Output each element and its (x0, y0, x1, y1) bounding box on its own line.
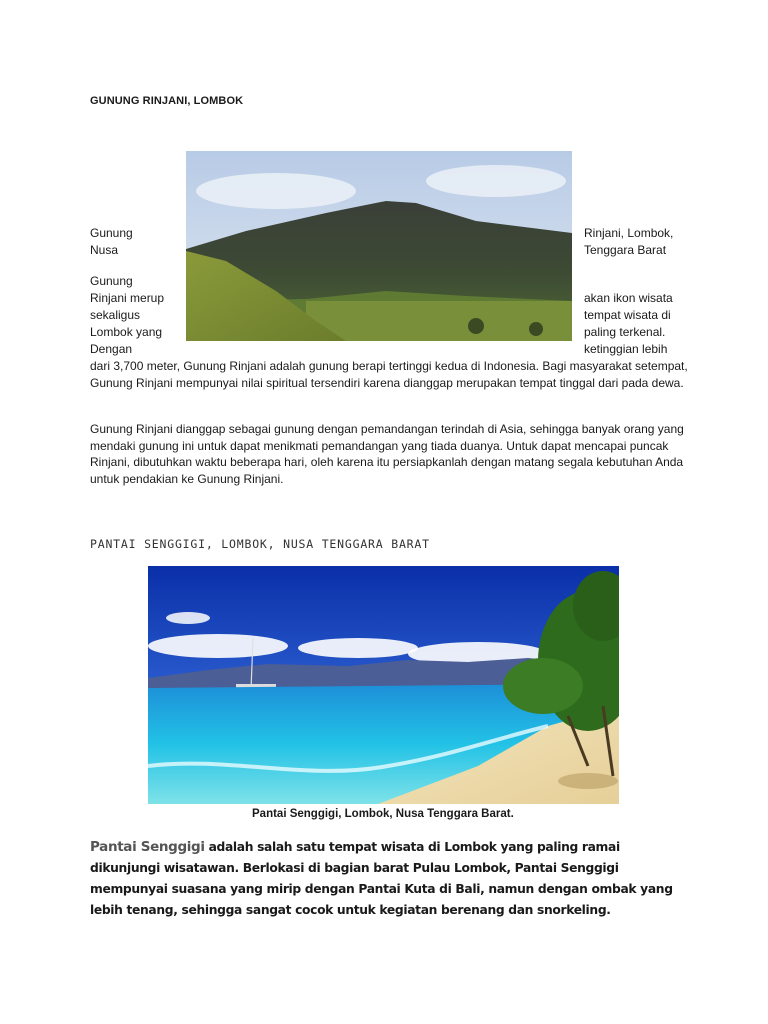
wrap-left-line: Gunung (90, 274, 133, 288)
wrap-right-line: Rinjani, Lombok, (584, 226, 674, 240)
wrap-left-line: sekaligus (90, 308, 141, 322)
section-title-rinjani: GUNUNG RINJANI, LOMBOK (90, 95, 244, 107)
wrap-left-line: Gunung (90, 226, 133, 240)
wrap-right-line: tempat wisata di (584, 308, 671, 322)
paragraph-rinjani-2: Gunung Rinjani dianggap sebagai gunung dengan pemandangan terindah di Asia, sehingga banyak orang yang mendaki gunung ini untuk dapat menikmati pemandangan yang tiada duanya. Untuk dapat mencapai puncak Rinjani, dibutuhkan waktu beberapa hari, oleh karena itu persiapkanlah dengan matang segala kebutuhan Anda untuk pendakian ke Gunung Rinjani. (90, 422, 684, 486)
section-title-senggigi: PANTAI SENGGIGI, LOMBOK, NUSA TENGGARA BARAT (90, 537, 430, 551)
wrap-left-line: Rinjani merup (90, 291, 165, 305)
paragraph-senggigi-text: adalah salah satu tempat wisata di Lombok yang paling ramai dikunjungi wisatawan. Berlokasi di bagian barat Pulau Lombok, Pantai Senggigi mempunyai suasana yang mirip dengan Pantai Kuta di Bali, namun dengan ombak yang lebih tenang, sehingga sangat cocok untuk kegiatan berenang dan snorkeling. (90, 840, 673, 917)
paragraph-senggigi (90, 837, 680, 921)
wrap-left-line: Lombok yang (90, 325, 163, 339)
wrap-left-line: Dengan (90, 342, 133, 356)
wrap-right-line: Tenggara Barat (584, 243, 667, 257)
paragraph-rinjani-1: dari 3,700 meter, Gunung Rinjani adalah gunung berapi tertinggi kedua di Indonesia. Bagi masyarakat setempat, Gunung Rinjani mempunyai nilai spiritual tersendiri karena dianggap merupakan tempat tinggal dari pada dewa. (90, 359, 688, 390)
wrap-right-line: paling terkenal. (584, 325, 666, 339)
wrap-left-line: Nusa (90, 243, 119, 257)
image-caption: Pantai Senggigi, Lombok, Nusa Tenggara Barat. (252, 808, 514, 820)
mount-rinjani-photo (186, 151, 572, 341)
senggigi-beach-photo (148, 566, 619, 804)
wrap-right-line: akan ikon wisata (584, 291, 673, 305)
highlight-term: Pantai Senggigi (90, 839, 205, 855)
wrap-right-line: ketinggian lebih (584, 342, 668, 356)
